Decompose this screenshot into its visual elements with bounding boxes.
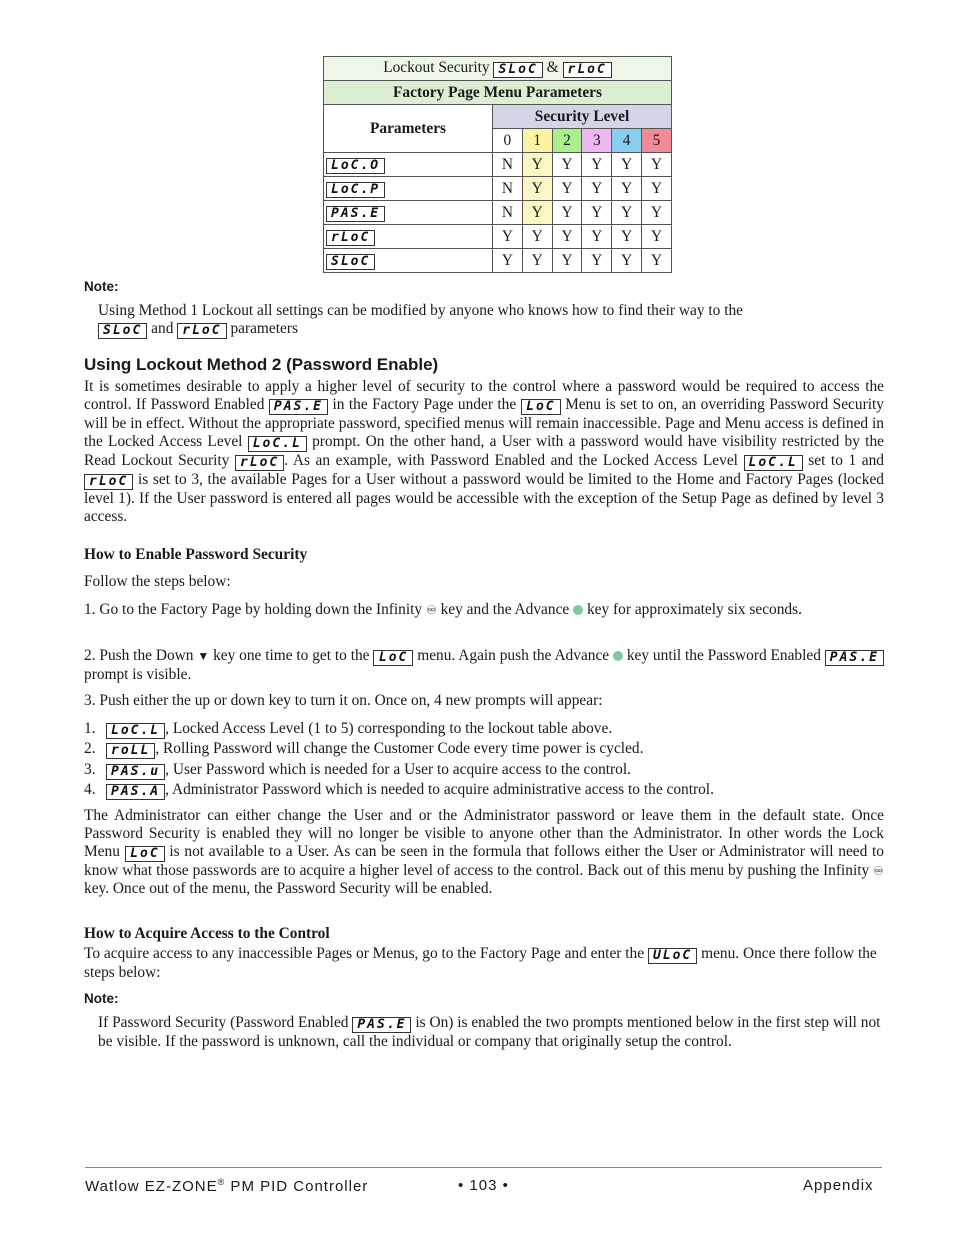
pase-param: PAS.E	[352, 1017, 411, 1033]
list-item: 1. LoC.L , Locked Access Level (1 to 5) corresponding to the lockout table above.	[84, 720, 613, 738]
pase-param: PAS.E	[825, 650, 884, 666]
page-number: • 103 •	[458, 1177, 509, 1194]
param-cell: LoC.O	[326, 158, 385, 174]
list-item: 4. PAS.A , Administrator Password which is needed to acquire administrative access to the control.	[84, 780, 714, 799]
param-cell: SLoC	[326, 254, 375, 270]
intro-paragraph: It is sometimes desirable to apply a higher level of security to the control where a password would be required to access the control. If Password Enabled PAS.E in the Factory Page under the LoC Menu is set to on, an overriding Password Security will be in effect. Without the appropriate password, specified menus will remain inaccessible. Page and Menu access is defined in the Locked Access Level LoC.L prompt. On the other hand, a User with a password would have visibility restricted by the Read Lockout Security rLoC . As an example, with Password Enabled and the Locked Access Level LoC.L set to 1 and rLoC is set to 3, the available Pages for a User without a password would be limited to the Home and Factory Pages (locked level 1). If the User password is entered all pages would be accessible with the exception of the Setup Page as defined by level 3 access.	[84, 378, 884, 525]
uloc-param: ULoC	[648, 948, 697, 964]
param-cell: LoC.P	[326, 182, 385, 198]
follow-text: Follow the steps below:	[84, 573, 231, 590]
list-item: 2. roLL , Rolling Password will change the Customer Code every time power is cycled.	[84, 740, 644, 759]
locl-param: LoC.L	[744, 455, 803, 471]
level-cell: 1	[522, 129, 552, 153]
loc-param: LoC	[521, 399, 561, 415]
security-level-header: Security Level	[493, 105, 672, 129]
table-row: rLoC Y Y Y Y Y Y	[324, 225, 672, 249]
param-cell: rLoC	[326, 230, 375, 246]
acquire-heading: How to Acquire Access to the Control	[84, 925, 330, 942]
sloc-param: SLoC	[493, 62, 542, 78]
section-heading: Using Lockout Method 2 (Password Enable)	[84, 355, 439, 374]
lockout-security-table	[323, 56, 672, 273]
level-cell: 4	[612, 129, 642, 153]
enable-heading: How to Enable Password Security	[84, 546, 308, 563]
step-1: 1. Go to the Factory Page by holding down the Infinity ♾ key and the Advance key for approximately six seconds.	[84, 601, 802, 618]
level-cell: 3	[582, 129, 612, 153]
table-row: SLoC Y Y Y Y Y Y	[324, 249, 672, 273]
loc-param: LoC	[373, 650, 413, 666]
rloc-param: rLoC	[563, 62, 612, 78]
note-text: Using Method 1 Lockout all settings can be modified by anyone who knows how to find their way to the SLoC and rLoC parameters	[98, 302, 744, 338]
param-cell: PAS.E	[326, 206, 385, 222]
level-cell: 0	[493, 129, 523, 153]
footer-left: Watlow EZ-ZONE® PM PID Controller	[85, 1177, 369, 1195]
infinity-key-icon: ♾	[425, 603, 437, 617]
table-title: Lockout Security SLoC & rLoC	[324, 57, 672, 81]
level-cell: 5	[642, 129, 672, 153]
footer-right: Appendix	[803, 1177, 874, 1194]
rloc-param: rLoC	[84, 474, 133, 490]
table-row: LoC.P N Y Y Y Y Y	[324, 177, 672, 201]
rloc-param: rLoC	[235, 455, 284, 471]
infinity-key-icon: ♾	[873, 864, 884, 878]
list-item: 3. PAS.u , User Password which is needed for a User to acquire access to the control.	[84, 760, 631, 779]
advance-key-icon	[613, 651, 623, 661]
loc-param: LoC	[125, 846, 165, 862]
parameters-header: Parameters	[324, 105, 493, 153]
table-row: LoC.O N Y Y Y Y Y	[324, 153, 672, 177]
pase-param: PAS.E	[269, 399, 328, 415]
step-3: 3. Push either the up or down key to turn it on. Once on, 4 new prompts will appear:	[84, 692, 603, 709]
advance-key-icon	[573, 605, 583, 615]
prompt-list	[84, 719, 884, 800]
sloc-param: SLoC	[98, 323, 147, 339]
step-2: 2. Push the Down ▼ key one time to get to the LoC menu. Again push the Advance key until the Password Enabled PAS.E prompt is visible.	[84, 647, 884, 684]
table-subtitle: Factory Page Menu Parameters	[324, 81, 672, 105]
note-text: If Password Security (Password Enabled PAS.E is On) is enabled the two prompts mentioned below in the first step will not be visible. If the password is unknown, call the individual or company that originally setup the control.	[98, 1014, 881, 1050]
note-label: Note:	[84, 991, 119, 1006]
footer-rule	[85, 1167, 882, 1168]
note-label: Note:	[84, 279, 119, 294]
rloc-param: rLoC	[177, 323, 226, 339]
acquire-paragraph: To acquire access to any inaccessible Pages or Menus, go to the Factory Page and enter the ULoC menu. Once there follow the steps below:	[84, 945, 877, 981]
down-key-icon: ▼	[197, 649, 210, 663]
locl-param: LoC.L	[248, 436, 307, 452]
table-row: PAS.E N Y Y Y Y Y	[324, 201, 672, 225]
level-cell: 2	[552, 129, 582, 153]
admin-paragraph: The Administrator can either change the User and or the Administrator password or leave them in the default state. Once Password Security is enabled they will no longer be visible to anyone other than the Administrator. In other words the Lock Menu LoC is not available to a User. As can be seen in the formula that follows either the User or Administrator will need to know what those passwords are to acquire a higher level of access to the control. Back out of this menu by pushing the Infinity ♾ key. Once out of the menu, the Password Security will be enabled.	[84, 807, 884, 897]
